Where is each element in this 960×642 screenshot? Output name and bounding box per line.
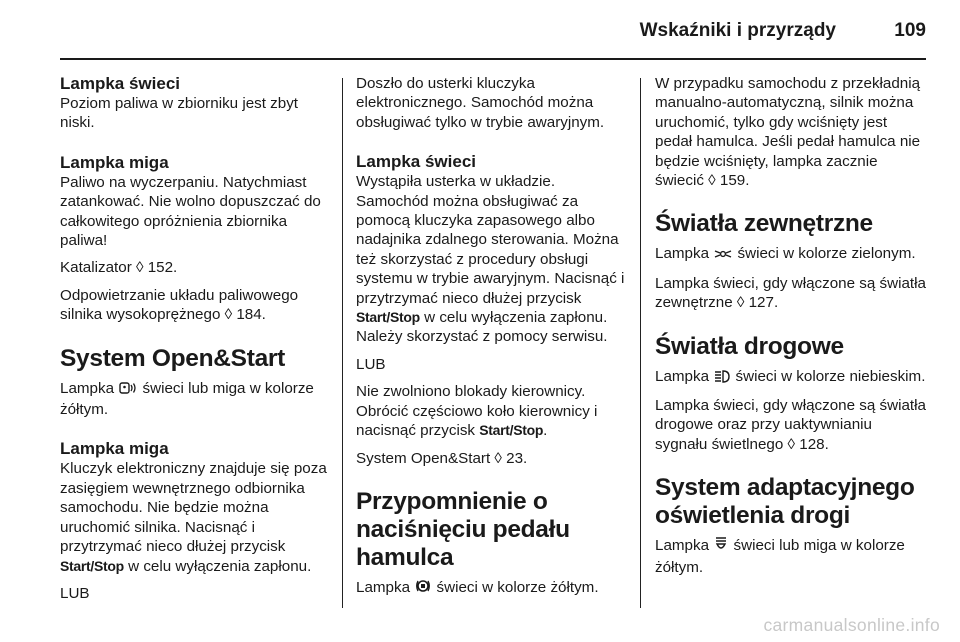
adaptive-light-icon — [714, 536, 728, 557]
text: świeci lub miga w kolorze żółtym. — [655, 537, 905, 576]
text: Lampka — [655, 245, 710, 263]
subheading: Lampka świeci — [356, 152, 477, 172]
header-title: Wskaźniki i przyrządy — [639, 20, 836, 41]
cross-reference: Katalizator ◊ 152. — [60, 259, 178, 277]
page-number: 109 — [894, 20, 926, 41]
paragraph — [356, 578, 626, 599]
cross-reference: Lampka świeci, gdy włączone są światła zewnętrzne ◊ 127. — [655, 274, 926, 312]
subheading: Lampka świeci — [60, 74, 181, 93]
button-name: Start/Stop — [356, 309, 420, 326]
button-name: Start/Stop — [60, 557, 124, 574]
column-divider — [640, 78, 641, 608]
paragraph — [655, 367, 927, 388]
text: świeci w kolorze niebieskim. — [735, 367, 926, 385]
button-name: Start/Stop — [479, 422, 544, 439]
text: Nie zwolniono blokady kierownicy. Obrócić częściowo koło kierownicy i nacisnąć przycisk — [356, 383, 598, 440]
subheading: Lampka miga — [60, 439, 169, 459]
cross-reference: Odpowietrzanie układu paliwowego silnika wysokoprężnego ◊ 184. — [60, 286, 299, 324]
text: Lampka — [356, 578, 411, 596]
paragraph: Poziom paliwa w zbiorniku jest zbyt niski. — [60, 95, 299, 132]
section-heading: Światła drogowe — [655, 332, 844, 360]
section-heading: System Open&Start — [60, 344, 285, 372]
paragraph: LUB — [356, 355, 386, 373]
section-heading: Przypomnienie o naciśnięciu pedału hamulca — [356, 487, 570, 571]
column-2 — [356, 74, 626, 607]
paragraph — [356, 172, 626, 347]
cross-reference: Lampka świeci, gdy włączone są światła drogowe oraz przy uaktywnianiu sygnału świetlnego ◊ 128. — [655, 397, 926, 453]
key-fob-signal-icon — [119, 381, 137, 400]
paragraph: LUB — [60, 584, 90, 602]
section-heading: System adaptacyjnego oświetlenia drogi — [655, 474, 915, 530]
paragraph — [356, 382, 626, 440]
text: Lampka — [655, 537, 710, 555]
section-heading: Światła zewnętrzne — [655, 210, 873, 238]
text: . — [543, 422, 548, 440]
paragraph — [655, 536, 927, 577]
header-divider — [60, 58, 926, 60]
subheading: Lampka miga — [60, 152, 169, 172]
text: świeci w kolorze żółtym. — [436, 578, 599, 596]
exterior-lights-icon — [714, 246, 732, 265]
high-beam-icon — [714, 369, 730, 388]
text: Lampka — [655, 367, 710, 385]
column-1 — [60, 74, 328, 611]
text: w celu wyłączenia zapłonu. — [128, 557, 312, 575]
paragraph — [655, 244, 927, 265]
text: świeci w kolorze zielonym. — [737, 245, 916, 263]
paragraph: Paliwo na wyczerpaniu. Natychmiast zatankować. Nie wolno dopuszczać do całkowitego opróżnienia zbiornika paliwa! — [60, 173, 321, 250]
brake-pedal-icon — [415, 578, 431, 599]
text: Kluczyk elektroniczny znajduje się poza zasięgiem wewnętrznego odbiornika samochodu. Nie będzie można uruchomić silnika. Nacisnąć i przytrzymać nieco dłużej przycisk — [60, 460, 327, 556]
cross-reference: System Open&Start ◊ 23. — [356, 449, 528, 467]
column-3 — [655, 74, 927, 585]
paragraph — [60, 379, 328, 420]
watermark: carmanualsonline.info — [763, 615, 940, 635]
column-divider — [342, 78, 343, 608]
text: świeci lub miga w kolorze żółtym. — [60, 379, 314, 419]
page-header — [60, 14, 926, 54]
paragraph — [60, 459, 328, 575]
text: w celu wyłączenia zapłonu. Należy skorzystać z pomocy serwisu. — [356, 309, 608, 346]
text: Wystąpiła usterka w układzie. Samochód można obsługiwać za pomocą kluczyka zapasowego albo nadajnika zdalnego sterowania. Można też skorzystać z procedury obsługi systemu w trybie awaryjnym. Nacisnąć i przytrzymać nieco dłużej przycisk — [356, 173, 625, 307]
paragraph: Doszło do usterki kluczyka elektronicznego. Samochód można obsługiwać tylko w trybie awaryjnym. — [356, 75, 605, 131]
text: Lampka — [60, 379, 115, 397]
paragraph: W przypadku samochodu z przekładnią manualno-automatyczną, silnik można uruchomić, tylko gdy wciśnięty jest pedał hamulca. Jeśli pedał hamulca nie będzie wciśnięty, lampka zacznie świecić ◊ 159. — [655, 75, 921, 190]
